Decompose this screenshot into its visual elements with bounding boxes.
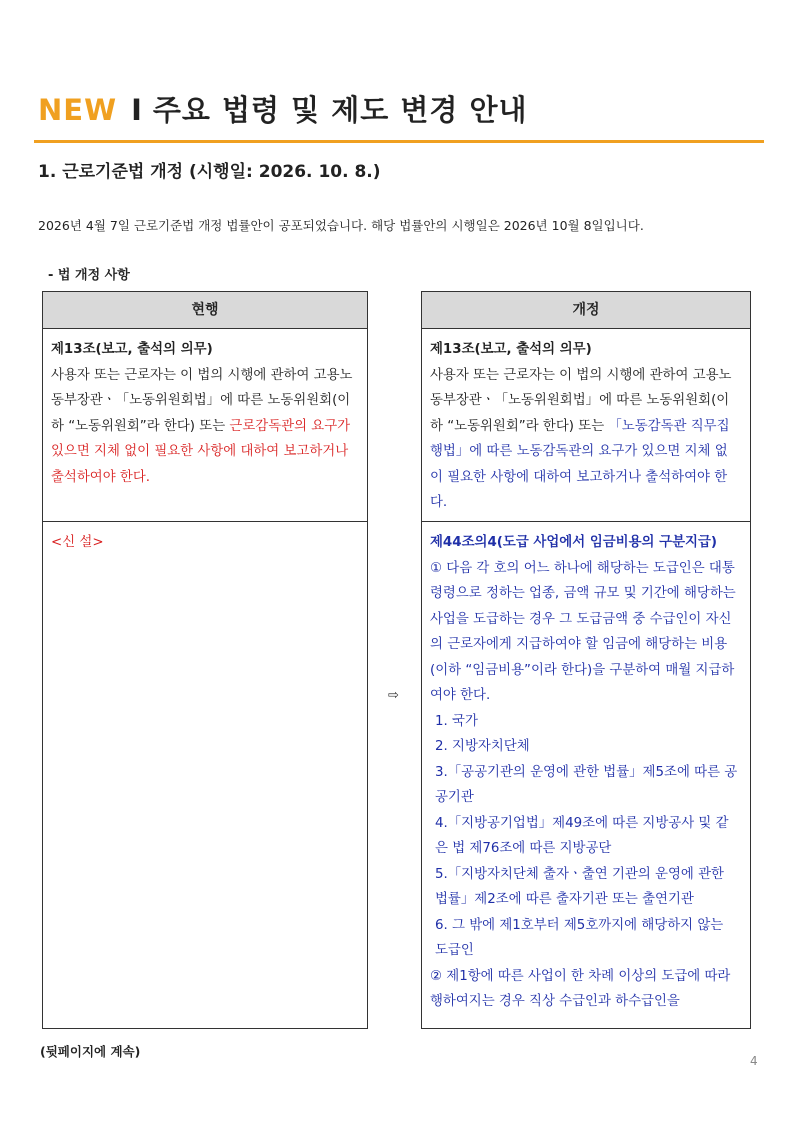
header-separator: I [131, 93, 143, 127]
current-law-column [42, 291, 368, 1029]
new-label: NEW [38, 93, 118, 127]
article-text: 사용자 또는 근로자는 이 법의 시행에 관하여 고용노동부장관ㆍ「노동위원회법」에 따른 노동위원회(이하 “노동위원회”라 한다) 또는 [51, 367, 353, 434]
new-marker: <신 설> [51, 535, 104, 550]
paragraph-2: ② 제1항에 따른 사업이 한 차례 이상의 도급에 따라 행하여지는 경우 직상 수급인과 하수급인을 [430, 968, 731, 1009]
list-item: 2. 지방자치단체 [435, 739, 530, 754]
paragraph-1: ① 다음 각 호의 어느 하나에 해당하는 도급인은 대통령령으로 정하는 업종, 금액 규모 및 기간에 해당하는 사업을 도급하는 경우 그 도급금액 중 수급인이 자신의 근로자에게 지급하여야 할 임금에 해당하는 비용(이하 “임금비용”이라 한다)을 구분하여 매월 지급하여야 한다. [430, 560, 736, 703]
current-article-13 [43, 329, 367, 522]
list-item: 1. 국가 [435, 713, 478, 729]
header-rule [34, 140, 764, 143]
page-title: 주요 법령 및 제도 변경 안내 [152, 93, 528, 127]
subhead: - 법 개정 사항 [48, 268, 130, 283]
intro-text: 2026년 4월 7일 근로기준법 개정 법률안이 공포되었습니다. 해당 법률안의 시행일은 2026년 10월 8일입니다. [38, 218, 644, 233]
section-title: 1. 근로기준법 개정 (시행일: 2026. 10. 8.) [38, 162, 381, 182]
current-new-article-cell [43, 522, 367, 556]
amended-law-header: 개정 [422, 292, 750, 329]
article-title: 제13조(보고, 출석의 의무) [430, 342, 592, 357]
amended-article-44-4 [422, 522, 750, 1015]
list-item: 5.「지방자치단체 출자ㆍ출연 기관의 운영에 관한 법률」제2조에 따른 출자기관 또는 출연기관 [435, 866, 724, 907]
amended-law-column [421, 291, 751, 1029]
current-law-header: 현행 [43, 292, 367, 329]
article-text-changed: 근로감독관의 요구가 있으면 지체 없이 필요한 사항에 대하여 보고하거나 출석하여야 한다. [51, 418, 351, 485]
article-title: 제13조(보고, 출석의 의무) [51, 342, 213, 357]
article-text-changed: 「노동감독관 직무집행법」에 따른 노동감독관의 요구가 있으면 지체 없이 필요한 사항에 대하여 보고하거나 출석하여야 한다. [430, 418, 730, 510]
article-text: 사용자 또는 근로자는 이 법의 시행에 관하여 고용노동부장관ㆍ「노동위원회법」에 따른 노동위원회(이하 “노동위원회”라 한다) 또는 [430, 367, 732, 434]
list-item: 6. 그 밖에 제1호부터 제5호까지에 해당하지 않는 도급인 [435, 917, 724, 958]
page-number: 4 [750, 1054, 758, 1068]
list-item: 3.「공공기관의 운영에 관한 법률」제5조에 따른 공공기관 [435, 764, 738, 805]
list-item: 4.「지방공기업법」제49조에 따른 지방공사 및 같은 법 제76조에 따른 지방공단 [435, 815, 729, 856]
continued-note: (뒷페이지에 계속) [40, 1044, 141, 1059]
page-header [38, 88, 528, 129]
right-arrow-icon: ⇨ [388, 688, 399, 703]
amended-article-13 [422, 329, 750, 522]
new-article-title: 제44조의4(도급 사업에서 임금비용의 구분지급) [430, 535, 718, 550]
